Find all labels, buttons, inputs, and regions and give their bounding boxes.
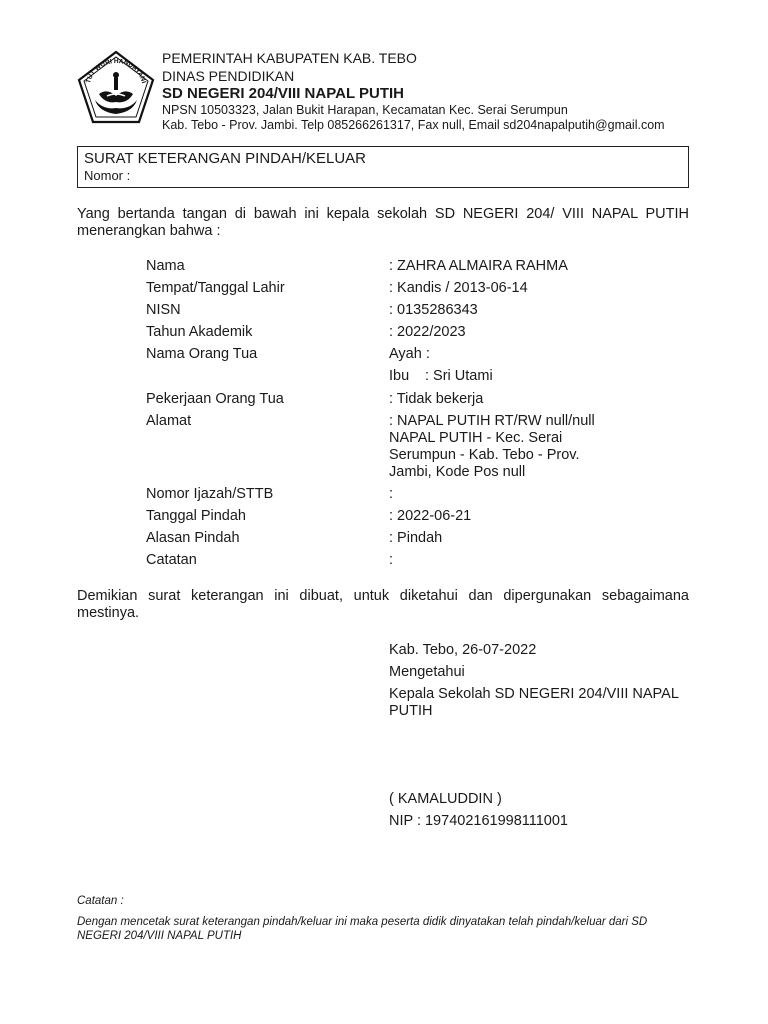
- field-label-ijazah: Nomor Ijazah/STTB: [146, 486, 274, 502]
- field-label-ttl: Tempat/Tanggal Lahir: [146, 280, 285, 296]
- document-title: SURAT KETERANGAN PINDAH/KELUAR: [84, 150, 367, 167]
- field-value-ayah: Ayah :: [389, 346, 430, 362]
- header-department: DINAS PENDIDIKAN: [162, 68, 295, 84]
- field-label-alamat: Alamat: [146, 413, 192, 429]
- header-address: NPSN 10503323, Jalan Bukit Harapan, Kecamatan Kec. Serai Serumpun: [162, 103, 568, 117]
- field-value-tanggal: : 2022-06-21: [389, 508, 472, 524]
- field-value-alamat: : NAPAL PUTIH RT/RW null/null NAPAL PUTIH - Kec. Serai Serumpun - Kab. Tebo - Prov. Jambi, Kode Pos null: [389, 413, 595, 480]
- footer-note-text: Dengan mencetak surat keterangan pindah/keluar ini maka peserta didik dinyatakan telah pindah/keluar dari SD NEGERI 204/VIII NAPAL PUTIH: [77, 916, 648, 942]
- field-value-nisn: : 0135286343: [389, 302, 478, 318]
- header-school-name: SD NEGERI 204/VIII NAPAL PUTIH: [162, 85, 404, 102]
- field-value-nama: : ZAHRA ALMAIRA RAHMA: [389, 258, 568, 274]
- field-label-ibu: Ibu: [389, 368, 410, 384]
- field-value-tahun: : 2022/2023: [389, 324, 466, 340]
- field-label-catatan: Catatan: [146, 552, 197, 568]
- field-label-tahun: Tahun Akademik: [146, 324, 253, 340]
- field-label-alasan: Alasan Pindah: [146, 530, 240, 546]
- field-label-ortu: Nama Orang Tua: [146, 346, 258, 362]
- signature-name: ( KAMALUDDIN ): [389, 791, 502, 807]
- field-value-ttl: : Kandis / 2013-06-14: [389, 280, 528, 296]
- header-contact: Kab. Tebo - Prov. Jambi. Telp 085266261317, Fax null, Email sd204napalputih@gmail.com: [162, 118, 665, 132]
- closing-paragraph: Demikian surat keterangan ini dibuat, untuk diketahui dan dipergunakan sebagaimana mestinya.: [77, 588, 689, 621]
- document-number: Nomor :: [84, 168, 131, 183]
- field-label-pekerjaan: Pekerjaan Orang Tua: [146, 391, 284, 407]
- field-label-nama: Nama: [146, 258, 185, 274]
- header-government: PEMERINTAH KABUPATEN KAB. TEBO: [162, 50, 417, 66]
- signature-mengetahui: Mengetahui: [389, 664, 465, 680]
- signature-position: Kepala Sekolah SD NEGERI 204/VIII NAPAL PUTIH: [389, 686, 679, 719]
- logo-emblem-icon: [77, 50, 155, 124]
- field-value-ibu: : Sri Utami: [425, 368, 493, 384]
- document-title-box: [77, 146, 689, 188]
- field-value-pekerjaan: : Tidak bekerja: [389, 391, 484, 407]
- field-value-alasan: : Pindah: [389, 530, 443, 546]
- footer-note-label: Catatan :: [77, 895, 124, 907]
- tut-wuri-handayani-logo: [77, 50, 155, 124]
- field-value-catatan: :: [389, 552, 394, 568]
- field-label-tanggal: Tanggal Pindah: [146, 508, 246, 524]
- logo-motto: TUT WURI HANDAYANI: [84, 57, 148, 85]
- signature-nip: NIP : 197402161998111001: [389, 813, 568, 829]
- signature-place-date: Kab. Tebo, 26-07-2022: [389, 642, 537, 658]
- field-value-ijazah: :: [389, 486, 394, 502]
- field-label-nisn: NISN: [146, 302, 181, 318]
- intro-paragraph: Yang bertanda tangan di bawah ini kepala sekolah SD NEGERI 204/ VIII NAPAL PUTIH menerangkan bahwa :: [77, 206, 689, 239]
